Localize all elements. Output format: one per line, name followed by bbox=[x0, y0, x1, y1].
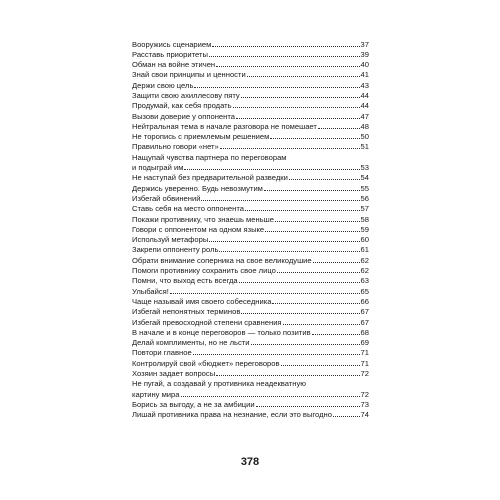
toc-entry-title-continued: картину мира bbox=[132, 389, 180, 399]
dot-leader bbox=[181, 396, 360, 397]
toc-entry bbox=[132, 266, 369, 276]
toc-entry-title: Помоги противнику сохранить свое лицо bbox=[132, 266, 276, 276]
toc-page-number: 71 bbox=[360, 348, 369, 358]
toc-entry bbox=[132, 276, 369, 286]
dot-leader bbox=[256, 406, 360, 407]
toc-page-number: 37 bbox=[360, 39, 369, 49]
toc-entry bbox=[132, 297, 369, 307]
toc-entry bbox=[132, 112, 369, 122]
toc-entry bbox=[132, 70, 369, 80]
toc-entry bbox=[132, 215, 369, 225]
dot-leader bbox=[239, 282, 360, 283]
page-number: 378 bbox=[240, 456, 260, 468]
dot-leader bbox=[241, 97, 360, 98]
toc-page-number: 54 bbox=[360, 173, 369, 183]
toc-page-number: 44 bbox=[360, 90, 369, 100]
toc-entry bbox=[132, 194, 369, 204]
toc-entry-title: Держись уверенно. Будь невозмутим bbox=[132, 183, 263, 193]
toc-page-number: 60 bbox=[360, 235, 369, 245]
toc-entry bbox=[132, 91, 369, 101]
toc-page-number: 62 bbox=[360, 266, 369, 276]
dot-leader bbox=[283, 324, 360, 325]
toc-entry-title: Правильно говори «нет» bbox=[132, 142, 219, 152]
dot-leader bbox=[170, 293, 360, 294]
toc-page-number: 59 bbox=[360, 224, 369, 234]
toc-entry-title: Улыбайся! bbox=[132, 286, 169, 296]
toc-entry-title: Обрати внимание соперника на свое великодушие bbox=[132, 255, 312, 265]
toc-entry-title: Чаще называй имя своего собеседника bbox=[132, 296, 272, 306]
toc-page-number: 72 bbox=[360, 369, 369, 378]
toc-entry-title: Хозяин задает вопросы bbox=[132, 369, 216, 378]
toc-entry bbox=[132, 307, 369, 317]
dot-leader bbox=[318, 128, 360, 129]
toc-page-number: 57 bbox=[360, 204, 369, 214]
toc-page-number: 51 bbox=[360, 142, 369, 152]
toc-entry bbox=[132, 379, 369, 400]
toc-entry bbox=[132, 359, 369, 369]
toc-entry bbox=[132, 348, 369, 358]
dot-leader bbox=[247, 76, 360, 77]
dot-leader bbox=[233, 107, 360, 108]
toc-entry-title: Покажи противнику, что знаешь меньше bbox=[132, 214, 274, 224]
toc-page-number: 47 bbox=[360, 111, 369, 121]
toc-entry bbox=[132, 50, 369, 60]
toc-page-number: 41 bbox=[360, 70, 369, 80]
toc-entry bbox=[132, 400, 369, 410]
toc-page-number: 53 bbox=[360, 163, 369, 173]
toc-entry bbox=[132, 225, 369, 235]
toc-page-number: 71 bbox=[360, 358, 369, 368]
toc-entry-title: Делай комплименты, но не льсти bbox=[132, 338, 250, 348]
toc-entry-title: Обман на войне этичен bbox=[132, 60, 216, 70]
toc-entry-title: Защити свою ахиллесову пяту bbox=[132, 90, 240, 100]
dot-leader bbox=[312, 334, 360, 335]
toc-page-number: 50 bbox=[360, 132, 369, 142]
toc-entry-title: Не пугай, а создавай у противника неадекватную bbox=[132, 379, 306, 389]
toc-entry bbox=[132, 122, 369, 132]
toc-page-number: 40 bbox=[360, 60, 369, 70]
dot-leader bbox=[219, 251, 359, 252]
toc-entry-title: Не наступай без предварительной разведки bbox=[132, 173, 288, 183]
toc-entry-title: Закрепи оппоненту роль bbox=[132, 245, 219, 255]
toc-entry bbox=[132, 153, 369, 174]
toc-page-number: 67 bbox=[360, 317, 369, 327]
toc-entry bbox=[132, 40, 369, 50]
dot-leader bbox=[313, 262, 360, 263]
dot-leader bbox=[270, 138, 359, 139]
toc-entry bbox=[132, 369, 369, 379]
toc-entry-title: Борись за выгоду, а не за амбиции bbox=[132, 399, 255, 409]
toc-entry-title: Продумай, как себя продать bbox=[132, 101, 232, 111]
dot-leader bbox=[264, 190, 360, 191]
dot-leader bbox=[212, 46, 359, 47]
toc-entry bbox=[132, 328, 369, 338]
toc-entry-title: Знай свои принципы и ценности bbox=[132, 70, 246, 80]
toc-page-number: 65 bbox=[360, 286, 369, 296]
toc-page-number: 68 bbox=[360, 327, 369, 337]
dot-leader bbox=[216, 66, 359, 67]
toc-entry-title: Нейтральная тема в начале разговора не помешает bbox=[132, 121, 317, 131]
toc-entry-title: Расставь приоритеты bbox=[132, 49, 208, 59]
toc-page-number: 61 bbox=[360, 245, 369, 255]
toc-entry-title: Не торопись с приемлемым решением bbox=[132, 132, 270, 142]
toc-page-number: 63 bbox=[360, 276, 369, 286]
dot-leader bbox=[333, 416, 360, 417]
toc-entry-title: Избегай непонятных терминов bbox=[132, 307, 241, 317]
toc-page-number: 62 bbox=[360, 255, 369, 265]
dot-leader bbox=[236, 118, 360, 119]
toc-page-number: 55 bbox=[360, 183, 369, 193]
toc-page-number: 74 bbox=[360, 410, 369, 420]
toc-entry bbox=[132, 81, 369, 91]
toc-entry bbox=[132, 204, 369, 214]
dot-leader bbox=[289, 179, 360, 180]
toc-page-number: 48 bbox=[360, 121, 369, 131]
dot-leader bbox=[194, 87, 359, 88]
dot-leader bbox=[245, 210, 360, 211]
dot-leader bbox=[193, 354, 360, 355]
dot-leader bbox=[220, 148, 360, 149]
dot-leader bbox=[251, 344, 360, 345]
toc-page-number: 58 bbox=[360, 214, 369, 224]
dot-leader bbox=[209, 56, 360, 57]
dot-leader bbox=[209, 241, 359, 242]
toc-entry-title: Говори с оппонентом на одном языке bbox=[132, 224, 265, 234]
toc-entry bbox=[132, 256, 369, 266]
toc-page-number: 39 bbox=[360, 49, 369, 59]
dot-leader bbox=[281, 365, 360, 366]
toc-entry-title: Используй метафоры bbox=[132, 235, 209, 245]
dot-leader bbox=[216, 375, 359, 376]
toc-page-number: 43 bbox=[360, 80, 369, 90]
toc-entry bbox=[132, 245, 369, 255]
toc-entry-title: Ставь себя на место оппонента bbox=[132, 204, 244, 214]
toc-entry bbox=[132, 184, 369, 194]
toc-entry bbox=[132, 142, 369, 152]
toc-entry-title: Нащупай чувства партнера по переговорам bbox=[132, 152, 287, 162]
toc-entry bbox=[132, 318, 369, 328]
dot-leader bbox=[277, 272, 360, 273]
toc-entry-title: Держи свою цель bbox=[132, 80, 194, 90]
toc-entry bbox=[132, 101, 369, 111]
dot-leader bbox=[201, 200, 359, 201]
dot-leader bbox=[265, 231, 359, 232]
dot-leader bbox=[272, 303, 359, 304]
toc-entry bbox=[132, 132, 369, 142]
toc-entry bbox=[132, 173, 369, 183]
toc-entry-title: В начале и в конце переговоров — только позитив bbox=[132, 327, 311, 337]
dot-leader bbox=[184, 169, 359, 170]
toc-page-number: 66 bbox=[360, 296, 369, 306]
toc-entry-title: Лишай противника права на незнание, если это выгодно bbox=[132, 410, 332, 420]
dot-leader bbox=[241, 313, 359, 314]
toc-page-number: 73 bbox=[360, 399, 369, 409]
toc-page-number: 56 bbox=[360, 193, 369, 203]
toc-entry-title: Повтори главное bbox=[132, 348, 192, 358]
toc-entry-title: Контролируй свой «бюджет» переговоров bbox=[132, 358, 280, 368]
toc-entry-title: Вооружись сценарием bbox=[132, 39, 212, 49]
toc-entry bbox=[132, 60, 369, 70]
toc-entry-title: Избегай обвинений bbox=[132, 193, 201, 203]
toc-entry-title: Избегай превосходной степени сравнения bbox=[132, 317, 282, 327]
toc-entry-title: Помни, что выход есть всегда bbox=[132, 276, 238, 286]
toc-entry-title: Вызови доверие у оппонента bbox=[132, 111, 235, 121]
toc-page-number: 69 bbox=[360, 338, 369, 348]
toc-page-number: 72 bbox=[360, 389, 369, 399]
toc-page-number: 67 bbox=[360, 307, 369, 317]
toc-entry-title-continued: и подыграй им bbox=[132, 163, 184, 173]
toc-page-number: 44 bbox=[360, 101, 369, 111]
dot-leader bbox=[275, 221, 360, 222]
table-of-contents bbox=[132, 40, 369, 421]
toc-entry bbox=[132, 287, 369, 297]
toc-entry bbox=[132, 410, 369, 420]
toc-entry bbox=[132, 235, 369, 245]
toc-entry bbox=[132, 338, 369, 348]
